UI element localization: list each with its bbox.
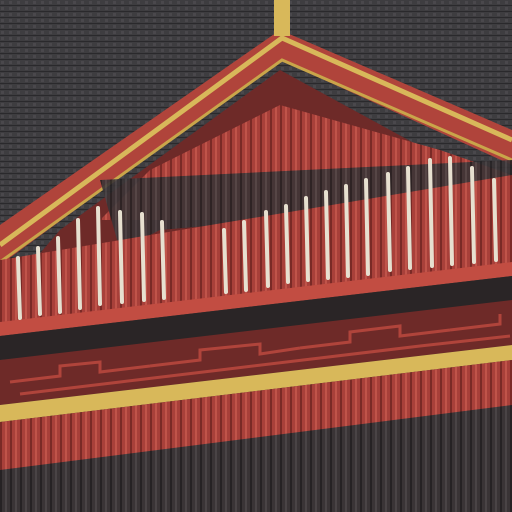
ridge-finial xyxy=(274,0,290,36)
